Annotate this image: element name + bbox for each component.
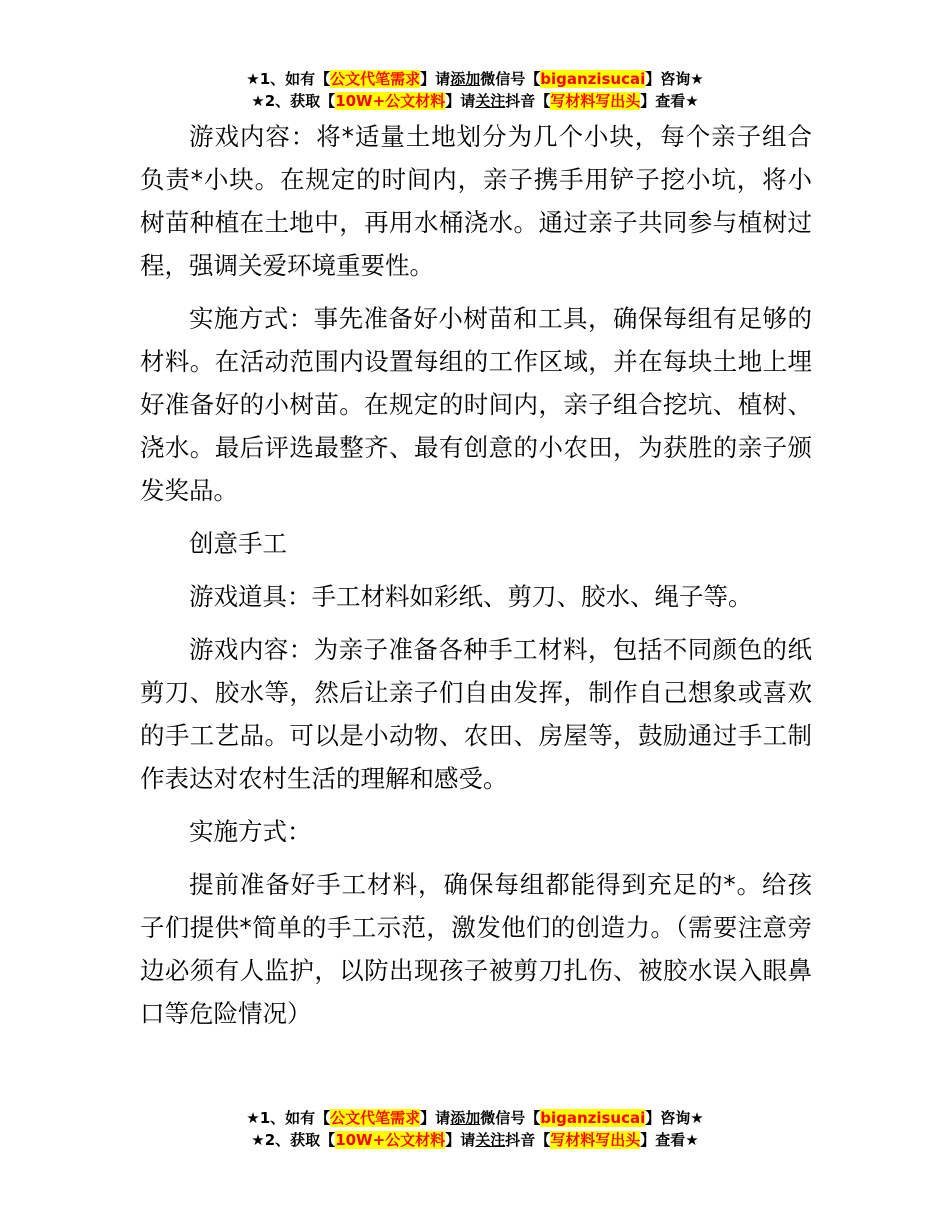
- banner-text: 】请: [445, 92, 476, 110]
- banner-text: ★1、如有【: [246, 70, 331, 88]
- document-body: [140, 115, 812, 1045]
- banner-highlight: 公文代笔需求: [330, 1109, 421, 1127]
- banner-text: 】请: [420, 70, 451, 88]
- banner-line-1: [0, 68, 950, 90]
- banner-line-2: [0, 90, 950, 112]
- banner-highlight: biganzisucai: [540, 1109, 646, 1127]
- banner-text: ★1、如有【: [246, 1109, 331, 1127]
- banner-text: ★2、获取【: [251, 1131, 336, 1149]
- banner-text: 抖音【: [505, 1131, 551, 1149]
- paragraph: 实施方式：事先准备好小树苗和工具，确保每组有足够的材料。在活动范围内设置每组的工作区域，并在每块土地上埋好准备好的小树苗。在规定的时间内，亲子组合挖坑、植树、浇水。最后评选最整齐、最有创意的小农田，为获胜的亲子颁发奖品。: [140, 304, 812, 505]
- footer-banner: [0, 1107, 950, 1151]
- paragraph: 提前准备好手工材料，确保每组都能得到充足的*。给孩子们提供*简单的手工示范，激发他们的创造力。（需要注意旁边必须有人监护，以防出现孩子被剪刀扎伤、被胶水误入眼鼻口等危险情况）: [140, 870, 812, 1028]
- paragraph: 游戏道具：手工材料如彩纸、剪刀、胶水、绳子等。: [189, 582, 753, 611]
- banner-underline: 关注: [475, 92, 506, 110]
- header-banner: [0, 68, 950, 112]
- paragraph: 游戏内容：为亲子准备各种手工材料，包括不同颜色的纸剪刀、胶水等，然后让亲子们自由发挥，制作自己想象或喜欢的手工艺品。可以是小动物、农田、房屋等，鼓励通过手工制作表达对农村生活的理解和感受。: [140, 635, 812, 793]
- banner-highlight: 10W+公文材料: [335, 92, 446, 110]
- banner-text: 】查看★: [640, 1131, 699, 1149]
- banner-line-1: [0, 1107, 950, 1129]
- banner-underline: 添加: [450, 1109, 481, 1127]
- banner-text: 微信号【: [480, 1109, 541, 1127]
- banner-line-2: [0, 1129, 950, 1151]
- banner-text: 】请: [420, 1109, 451, 1127]
- banner-text: ★2、获取【: [251, 92, 336, 110]
- banner-text: 】咨询★: [645, 70, 704, 88]
- banner-highlight: biganzisucai: [540, 70, 646, 88]
- banner-highlight: 写材料写出头: [550, 92, 641, 110]
- paragraph: 游戏内容：将*适量土地划分为几个小块，每个亲子组合负责*小块。在规定的时间内，亲子携手用铲子挖小坑，将小树苗种植在土地中，再用水桶浇水。通过亲子共同参与植树过程，强调关爱环境重要性。: [140, 122, 812, 280]
- banner-text: 微信号【: [480, 70, 541, 88]
- banner-underline: 添加: [450, 70, 481, 88]
- banner-highlight: 10W+公文材料: [335, 1131, 446, 1149]
- banner-highlight: 公文代笔需求: [330, 70, 421, 88]
- banner-underline: 关注: [475, 1131, 506, 1149]
- banner-text: 】请: [445, 1131, 476, 1149]
- section-heading: 创意手工: [189, 529, 287, 558]
- banner-text: 抖音【: [505, 92, 551, 110]
- banner-text: 】咨询★: [645, 1109, 704, 1127]
- paragraph: 实施方式：: [189, 817, 312, 846]
- banner-text: 】查看★: [640, 92, 699, 110]
- banner-highlight: 写材料写出头: [550, 1131, 641, 1149]
